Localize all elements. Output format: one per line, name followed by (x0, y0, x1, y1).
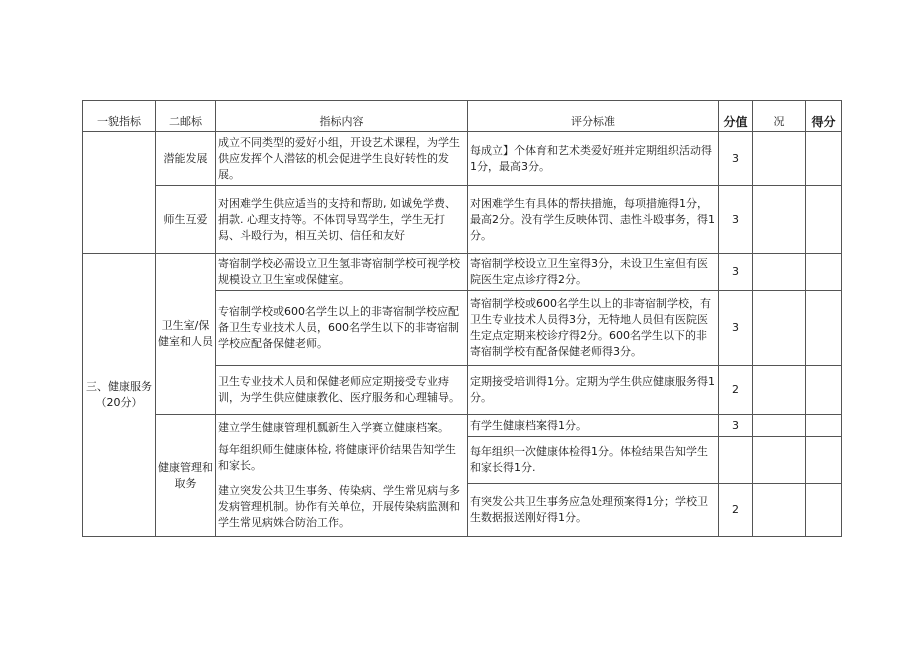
sub-indicator-label: 师生互爱 (163, 212, 208, 226)
col-divider (752, 100, 753, 537)
table-border-bottom (82, 536, 842, 537)
primary-indicator-points: （20分） (95, 396, 143, 409)
point-value: 2 (732, 383, 739, 396)
header-indicator-content: 指标内容 (319, 115, 364, 128)
header-scoring-criteria: 评分标准 (571, 115, 615, 128)
indicator-content: 建立学生健康管理机瓢新生入学赛立健康档案。 (218, 421, 449, 434)
point-value: 3 (732, 265, 739, 278)
point-value: 2 (732, 503, 739, 516)
point-value: 3 (732, 151, 739, 165)
scoring-criteria: 每年组织一次健康体检得1分。体检结果告知学生和家长得1分. (470, 445, 708, 474)
table-border-right (841, 100, 842, 537)
point-value: 3 (732, 321, 739, 334)
header-score: 得分 (811, 115, 836, 129)
header-points: 分值 (723, 115, 748, 129)
indicator-content: 寄宿制学校必需设立卫生氢非寄宿制学校可视学校规模设立卫生室或保健室。 (218, 257, 460, 286)
indicator-content: 卫生专业技术人员和保健老师应定期接受专业痔训，为学生供应健康教化、医疗服务和心理辅导。 (218, 375, 460, 404)
header-status: 况 (773, 115, 785, 128)
primary-indicator-health-services (83, 254, 155, 536)
scoring-criteria: 有学生健康档案得1分。 (470, 418, 587, 432)
scoring-criteria: 对困难学生有具体的帮扶措施，每项措施得1分，最高2分。没有学生反映体罚、恚性斗殴事务，得1分。 (470, 196, 715, 242)
point-value: 3 (732, 212, 739, 226)
indicator-content: 对困难学生供应适当的支持和帮助, 如诚免学费、捐款. 心理支持等。不体罚导骂学生，学生无打舄、斗殴行为，相互关切、信任和友好 (218, 196, 456, 242)
evaluation-table (82, 100, 842, 537)
indicator-content: 成立不同类型的爱好小组，开设艺术课程，为学生供应发挥个人潜铉的机会促进学生良好转性的发展。 (218, 135, 460, 181)
primary-indicator-title: 三、健康服务 (86, 380, 152, 393)
col-divider (805, 100, 806, 537)
point-value: 3 (732, 418, 739, 432)
point-value (719, 437, 752, 483)
sub-indicator-label: 潜能发展 (163, 151, 208, 165)
scoring-criteria: 有突发公共卫生事务应急处理预案得1分；学校卫生数据报送刚好得1分。 (470, 495, 708, 524)
header-secondary-indicator: 二邮标 (169, 115, 202, 128)
col-divider (467, 100, 468, 537)
table-border-top (82, 100, 842, 101)
indicator-content: 每年组织师生健康体检, 将健康评价结果告知学生和家长。 (218, 443, 456, 472)
scoring-criteria: 每成立】个体育和艺术类爱好班并定期组织活动得1分，最高3分。 (470, 143, 712, 173)
indicator-content: 建立突发公共卫生事务、传染病、学生常见病与多发病管理机制。协作有关单位，开展传染病监测和学生常见病姝合防治工作。 (218, 484, 460, 529)
scoring-criteria: 定期接受培训得1分。定期为学生供应健康服务得1分。 (470, 375, 715, 404)
scoring-criteria: 寄宿制学校或600名学生以上的非寄宿制学校，有卫生专业技术人员得3分，无特地人员但有医院医生定点定期来校诊疗得2分。600名学生以下的非寄宿制学校有配备保健老师得3分。 (470, 297, 711, 358)
col-divider (215, 100, 216, 537)
sub-indicator-label: 健康管理和取务 (158, 460, 213, 490)
header-primary-indicator: 一貌指标 (97, 115, 141, 128)
scoring-criteria: 寄宿制学校设立卫生室得3分，未设卫生室但有医院医生定点诊疗得2分。 (470, 257, 708, 286)
sub-indicator-label: 卫生室/保健室和人员 (158, 319, 213, 348)
indicator-content: 专宿制学校或600名学生以上的非寄宿制学校应配备卫生专业技术人员，600名学生以下的非寄宿制学校应配备保健老师。 (218, 305, 459, 350)
